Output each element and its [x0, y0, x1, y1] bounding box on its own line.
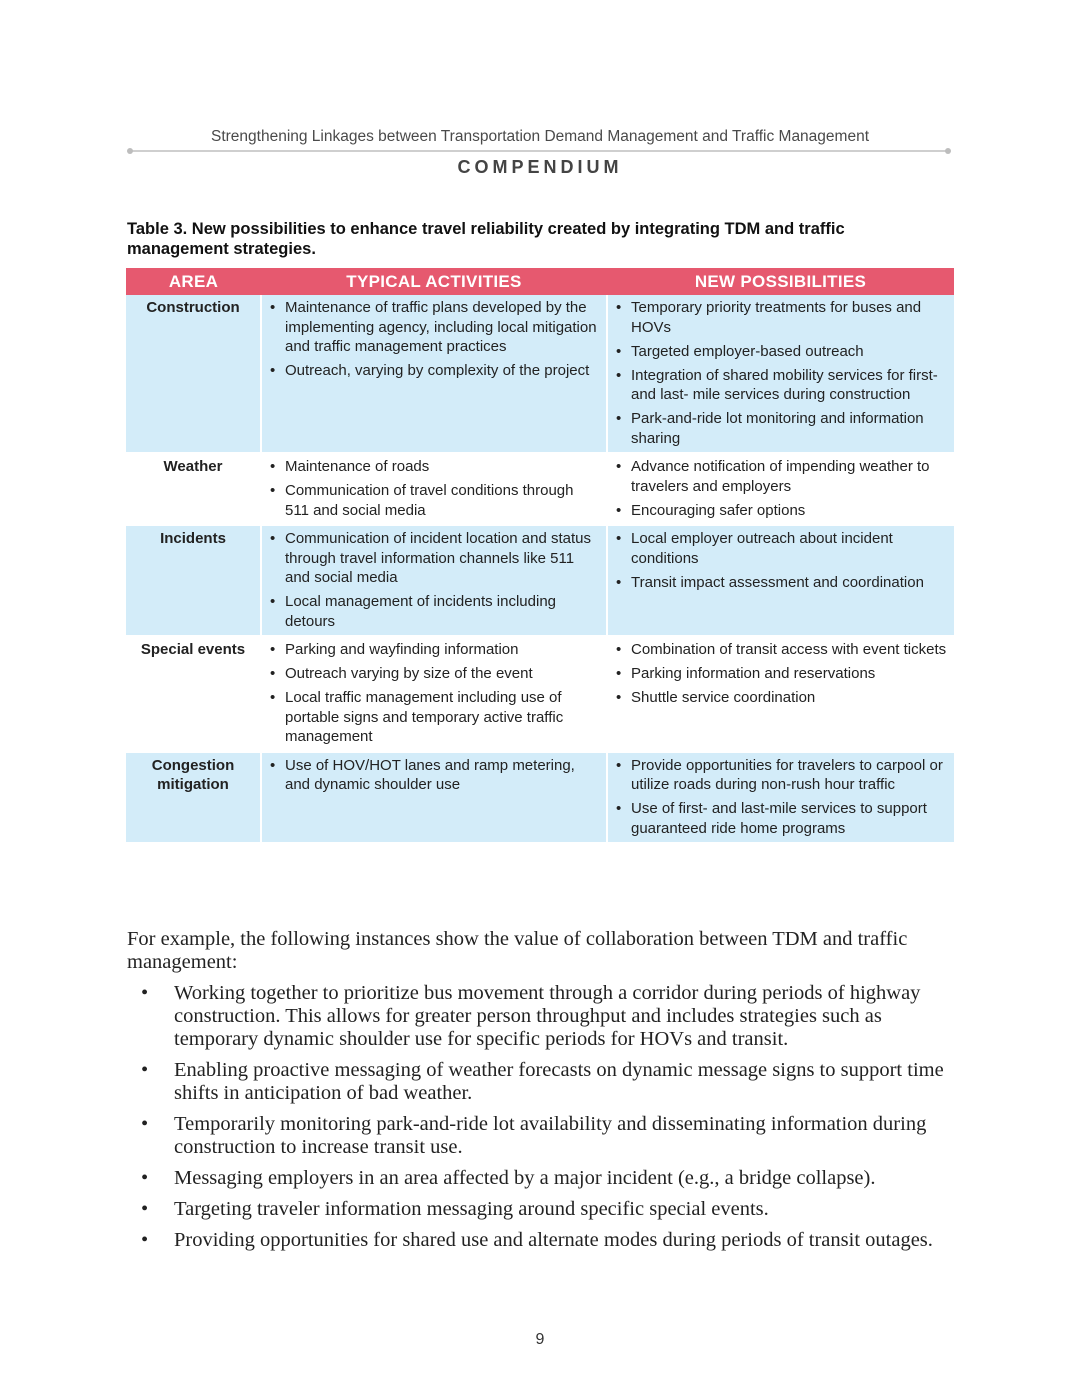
example-item: • Working together to prioritize bus movement through a corridor during periods of highway construction. This allows for greater person throughput and includes strategies such as temporary dynamic shoulder use for specific periods for HOVs and transit.: [127, 982, 957, 1051]
example-item: • Temporarily monitoring park-and-ride lot availability and disseminating information during construction to increase transit use.: [127, 1113, 957, 1159]
possibility-item: • Shuttle service coordination: [614, 688, 948, 708]
activities-cell: [261, 752, 607, 843]
possibility-item: • Targeted employer-based outreach: [614, 342, 948, 362]
activity-item: • Use of HOV/HOT lanes and ramp metering, and dynamic shoulder use: [268, 756, 600, 795]
activity-item: • Outreach, varying by complexity of the project: [268, 361, 600, 381]
section-label: COMPENDIUM: [457, 157, 623, 177]
area-cell: Congestion mitigation: [126, 752, 261, 843]
activity-item: • Communication of travel conditions through 511 and social media: [268, 481, 600, 520]
header-rule: [130, 150, 948, 152]
activities-cell: [261, 525, 607, 636]
activity-item: • Communication of incident location and status through travel information channels like 511 and social media: [268, 529, 600, 588]
activity-item: • Maintenance of traffic plans developed by the implementing agency, including local mitigation and traffic management practices: [268, 298, 600, 357]
possibilities-cell: [607, 636, 954, 752]
activity-item: • Outreach varying by size of the event: [268, 664, 600, 684]
possibility-item: • Provide opportunities for travelers to carpool or utilize roads during non-rush hour traffic: [614, 756, 948, 795]
area-cell: Special events: [126, 636, 261, 752]
activity-item: • Local traffic management including use of portable signs and temporary active traffic management: [268, 688, 600, 747]
example-item: • Enabling proactive messaging of weather forecasts on dynamic message signs to support time shifts in anticipation of bad weather.: [127, 1059, 957, 1105]
possibilities-table: [126, 268, 954, 842]
possibility-item: • Parking information and reservations: [614, 664, 948, 684]
example-item: • Targeting traveler information messaging around specific special events.: [127, 1198, 957, 1221]
activities-cell: [261, 636, 607, 752]
activities-cell: [261, 453, 607, 525]
activity-item: • Maintenance of roads: [268, 457, 600, 477]
area-cell: Weather: [126, 453, 261, 525]
possibility-item: • Local employer outreach about incident conditions: [614, 529, 948, 568]
area-cell: Construction: [126, 295, 261, 453]
activity-item: • Parking and wayfinding information: [268, 640, 600, 660]
possibilities-cell: [607, 453, 954, 525]
intro-paragraph: For example, the following instances show the value of collaboration between TDM and traffic management:: [127, 928, 908, 973]
example-item: • Messaging employers in an area affected by a major incident (e.g., a bridge collapse).: [127, 1167, 957, 1190]
possibility-item: • Temporary priority treatments for buses and HOVs: [614, 298, 948, 337]
possibility-item: • Combination of transit access with event tickets: [614, 640, 948, 660]
table-row: [126, 636, 954, 752]
column-header-area: AREA: [126, 268, 261, 295]
possibility-item: • Encouraging safer options: [614, 501, 948, 521]
table-header-row: [126, 268, 954, 295]
examples-list: [127, 982, 957, 1252]
table-row: [126, 752, 954, 843]
running-title: Strengthening Linkages between Transportation Demand Management and Traffic Management: [210, 128, 870, 145]
activities-cell: [261, 295, 607, 453]
possibilities-cell: [607, 525, 954, 636]
table-row: [126, 525, 954, 636]
possibility-item: • Transit impact assessment and coordination: [614, 573, 948, 593]
rule-end-dot: [945, 148, 951, 154]
rule-end-dot: [127, 148, 133, 154]
possibilities-cell: [607, 295, 954, 453]
table-caption: Table 3. New possibilities to enhance travel reliability created by integrating TDM and traffic management strategies.: [127, 220, 845, 258]
table-row: [126, 453, 954, 525]
possibility-item: • Use of first- and last-mile services to support guaranteed ride home programs: [614, 799, 948, 838]
possibility-item: • Advance notification of impending weather to travelers and employers: [614, 457, 948, 496]
activity-item: • Local management of incidents including detours: [268, 592, 600, 631]
body-text: [127, 928, 957, 1260]
possibilities-cell: [607, 752, 954, 843]
page-number: 9: [535, 1331, 545, 1348]
column-header-possibilities: NEW POSSIBILITIES: [607, 268, 954, 295]
area-cell: Incidents: [126, 525, 261, 636]
column-header-activities: TYPICAL ACTIVITIES: [261, 268, 607, 295]
example-item: • Providing opportunities for shared use and alternate modes during periods of transit outages.: [127, 1229, 957, 1252]
table-row: [126, 295, 954, 453]
possibility-item: • Integration of shared mobility services for first- and last- mile services during construction: [614, 366, 948, 405]
possibility-item: • Park-and-ride lot monitoring and information sharing: [614, 409, 948, 448]
